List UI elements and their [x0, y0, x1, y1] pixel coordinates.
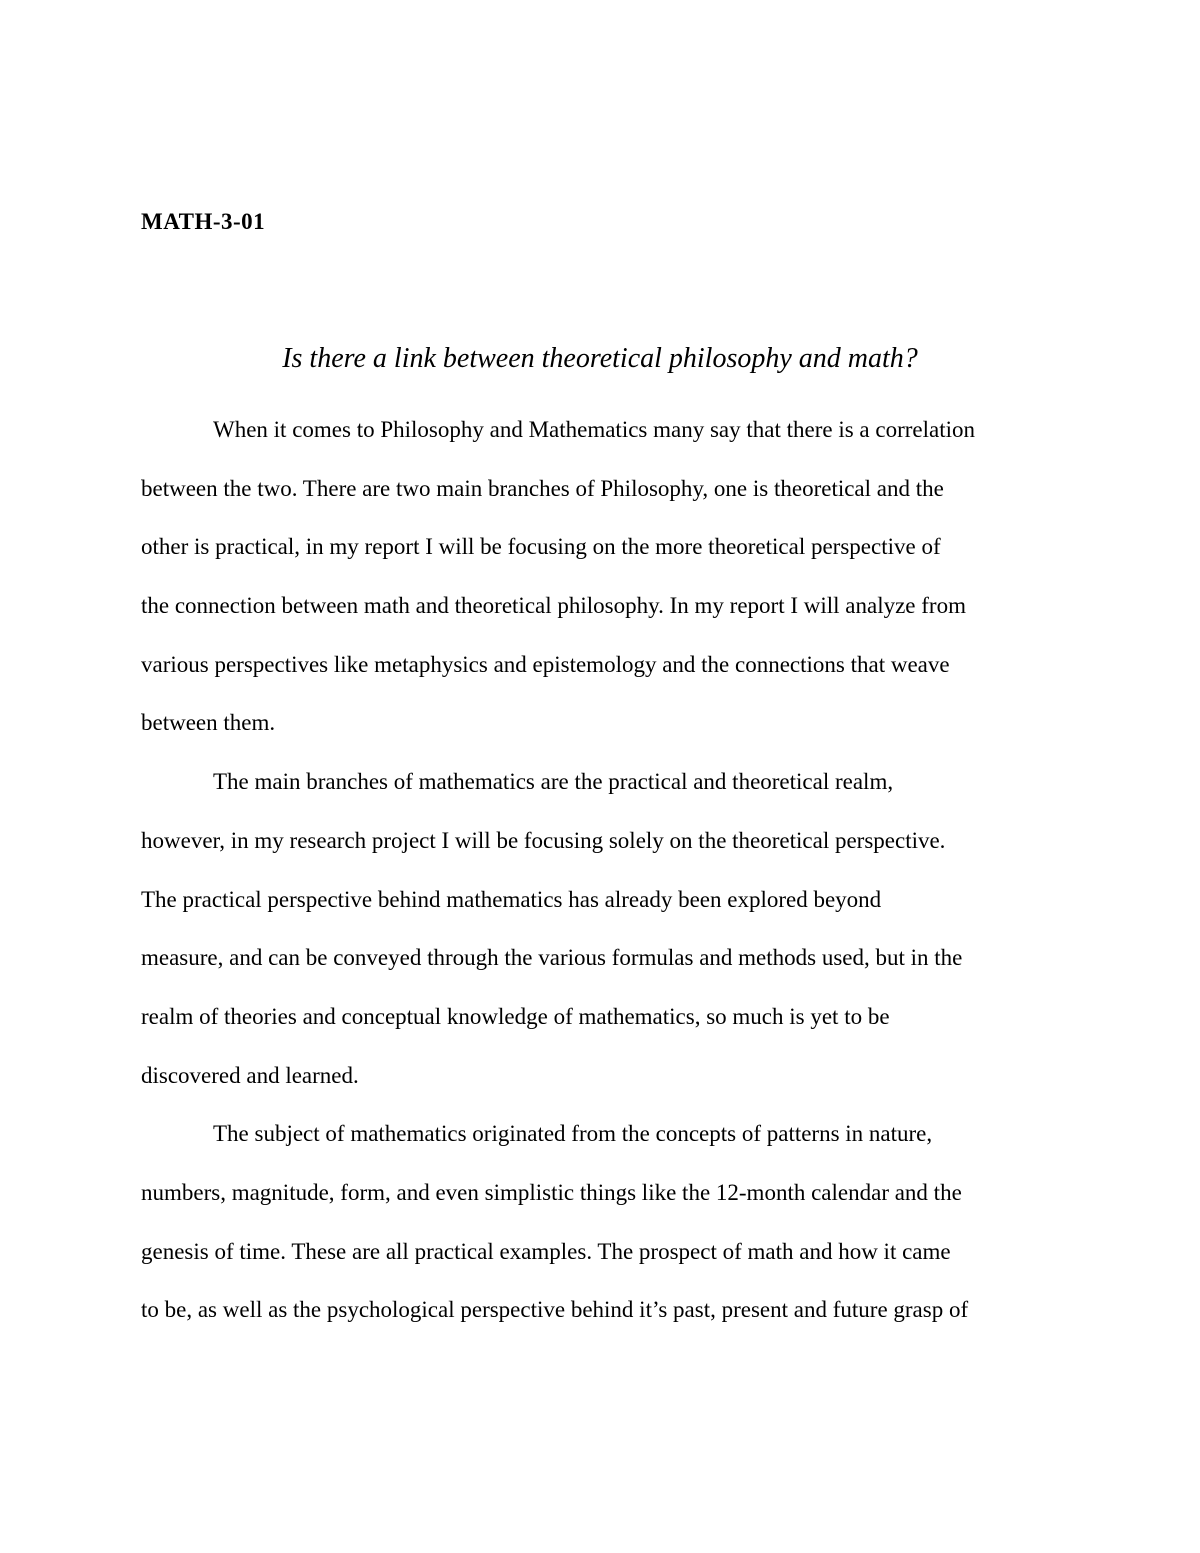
document-title: Is there a link between theoretical philosophy and math?	[282, 343, 918, 374]
paragraph-line: The main branches of mathematics are the practical and theoretical realm,	[213, 769, 894, 795]
paragraph-line: various perspectives like metaphysics and epistemology and the connections that weave	[141, 651, 950, 677]
document-body	[141, 410, 1066, 1349]
paragraph-line: measure, and can be conveyed through the various formulas and methods used, but in the	[141, 945, 963, 971]
paragraph-line: discovered and learned.	[141, 1062, 359, 1088]
paragraph-line: other is practical, in my report I will be focusing on the more theoretical perspective of	[141, 534, 941, 560]
paragraph-line: to be, as well as the psychological perspective behind it’s past, present and future grasp of	[141, 1297, 969, 1323]
paragraph-line: realm of theories and conceptual knowledge of mathematics, so much is yet to be	[141, 1003, 890, 1029]
paragraph-line: The subject of mathematics originated from the concepts of patterns in nature,	[213, 1121, 933, 1147]
paragraph-line: between them.	[141, 710, 276, 736]
paragraph-line: numbers, magnitude, form, and even simplistic things like the 12-month calendar and the	[141, 1179, 962, 1205]
paragraph-line: however, in my research project I will be focusing solely on the theoretical perspective.	[141, 827, 946, 853]
course-code: MATH-3-01	[141, 209, 266, 234]
paragraph-line: The practical perspective behind mathematics has already been explored beyond	[141, 886, 882, 912]
paragraph-line: genesis of time. These are all practical examples. The prospect of math and how it came	[141, 1238, 951, 1264]
paragraph-line: When it comes to Philosophy and Mathematics many say that there is a correlation	[213, 417, 975, 442]
paragraph-line: the connection between math and theoretical philosophy. In my report I will analyze from	[141, 593, 966, 619]
paragraph-line: between the two. There are two main branches of Philosophy, one is theoretical and the	[141, 475, 944, 501]
